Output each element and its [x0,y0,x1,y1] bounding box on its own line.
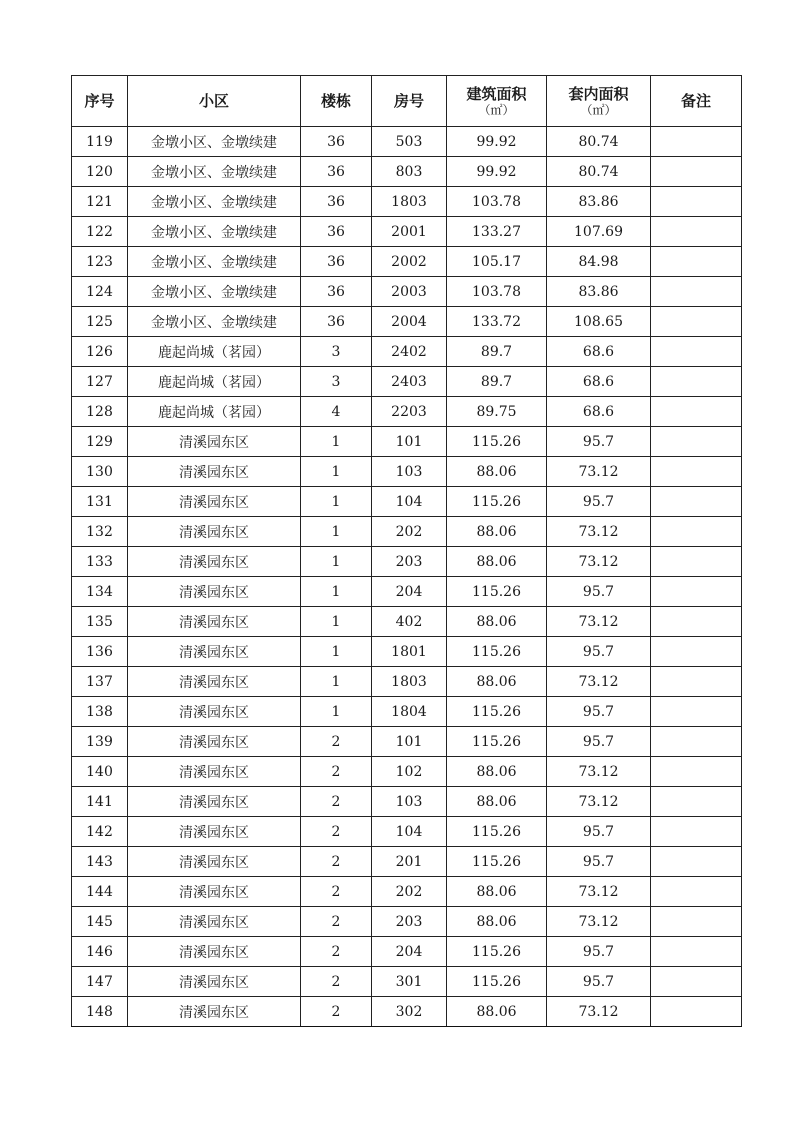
cell-floor-area: 103.78 [447,187,547,217]
cell-floor-area: 88.06 [447,877,547,907]
cell-seq: 121 [72,187,128,217]
cell-building: 36 [301,307,372,337]
cell-seq: 142 [72,817,128,847]
cell-inner-area: 68.6 [547,337,651,367]
cell-building: 2 [301,997,372,1027]
table-row [72,847,742,877]
cell-remark [651,817,742,847]
table-body [72,127,742,1027]
cell-room: 203 [372,547,447,577]
cell-inner-area: 73.12 [547,667,651,697]
cell-building: 2 [301,727,372,757]
table-row [72,727,742,757]
cell-room: 2003 [372,277,447,307]
cell-inner-area: 73.12 [547,787,651,817]
cell-seq: 139 [72,727,128,757]
cell-seq: 131 [72,487,128,517]
cell-building: 2 [301,907,372,937]
cell-inner-area: 80.74 [547,157,651,187]
cell-building: 36 [301,217,372,247]
cell-floor-area: 133.27 [447,217,547,247]
cell-remark [651,727,742,757]
cell-seq: 130 [72,457,128,487]
cell-seq: 138 [72,697,128,727]
cell-room: 803 [372,157,447,187]
cell-room: 503 [372,127,447,157]
cell-seq: 125 [72,307,128,337]
table-row [72,217,742,247]
cell-seq: 145 [72,907,128,937]
header-remark: 备注 [651,76,742,127]
cell-building: 36 [301,277,372,307]
table-row [72,637,742,667]
cell-remark [651,697,742,727]
cell-seq: 128 [72,397,128,427]
cell-remark [651,217,742,247]
cell-inner-area: 108.65 [547,307,651,337]
cell-floor-area: 115.26 [447,817,547,847]
cell-inner-area: 95.7 [547,427,651,457]
cell-community: 金墩小区、金墩续建 [128,217,301,247]
housing-table [71,75,742,1027]
cell-inner-area: 73.12 [547,457,651,487]
cell-remark [651,757,742,787]
cell-floor-area: 89.7 [447,337,547,367]
table-row [72,697,742,727]
cell-seq: 129 [72,427,128,457]
cell-inner-area: 73.12 [547,877,651,907]
header-building: 楼栋 [301,76,372,127]
cell-room: 202 [372,877,447,907]
cell-community: 清溪园东区 [128,697,301,727]
cell-building: 2 [301,787,372,817]
cell-community: 清溪园东区 [128,967,301,997]
cell-community: 金墩小区、金墩续建 [128,187,301,217]
cell-room: 2402 [372,337,447,367]
cell-inner-area: 68.6 [547,367,651,397]
cell-inner-area: 95.7 [547,487,651,517]
header-floor-area-unit: （㎡） [478,103,515,117]
cell-community: 鹿起尚城（茗园） [128,397,301,427]
cell-floor-area: 99.92 [447,157,547,187]
table-row [72,787,742,817]
cell-community: 金墩小区、金墩续建 [128,127,301,157]
cell-remark [651,277,742,307]
cell-building: 2 [301,967,372,997]
cell-community: 清溪园东区 [128,607,301,637]
cell-community: 清溪园东区 [128,577,301,607]
cell-inner-area: 73.12 [547,607,651,637]
table-row [72,817,742,847]
cell-seq: 137 [72,667,128,697]
cell-room: 1803 [372,667,447,697]
cell-remark [651,247,742,277]
cell-remark [651,577,742,607]
cell-room: 2203 [372,397,447,427]
cell-floor-area: 133.72 [447,307,547,337]
cell-community: 清溪园东区 [128,937,301,967]
cell-seq: 147 [72,967,128,997]
cell-remark [651,787,742,817]
cell-room: 104 [372,487,447,517]
cell-community: 清溪园东区 [128,847,301,877]
header-community: 小区 [128,76,301,127]
cell-inner-area: 95.7 [547,847,651,877]
cell-room: 203 [372,907,447,937]
cell-floor-area: 88.06 [447,457,547,487]
cell-inner-area: 73.12 [547,907,651,937]
table-row [72,937,742,967]
cell-floor-area: 115.26 [447,937,547,967]
cell-remark [651,547,742,577]
cell-room: 2002 [372,247,447,277]
cell-building: 1 [301,697,372,727]
cell-room: 103 [372,457,447,487]
cell-room: 101 [372,727,447,757]
cell-remark [651,997,742,1027]
cell-community: 清溪园东区 [128,637,301,667]
cell-remark [651,487,742,517]
cell-building: 36 [301,187,372,217]
cell-building: 2 [301,817,372,847]
table-row [72,397,742,427]
table-row [72,487,742,517]
cell-remark [651,907,742,937]
table-row [72,157,742,187]
cell-room: 302 [372,997,447,1027]
cell-inner-area: 95.7 [547,817,651,847]
cell-floor-area: 88.06 [447,757,547,787]
cell-inner-area: 95.7 [547,697,651,727]
table-row [72,577,742,607]
cell-remark [651,397,742,427]
cell-building: 1 [301,427,372,457]
cell-community: 清溪园东区 [128,727,301,757]
cell-remark [651,337,742,367]
cell-remark [651,937,742,967]
cell-seq: 133 [72,547,128,577]
cell-community: 清溪园东区 [128,877,301,907]
table-row [72,127,742,157]
cell-floor-area: 88.06 [447,607,547,637]
cell-inner-area: 95.7 [547,937,651,967]
cell-floor-area: 99.92 [447,127,547,157]
cell-seq: 122 [72,217,128,247]
cell-community: 清溪园东区 [128,757,301,787]
cell-community: 金墩小区、金墩续建 [128,307,301,337]
table-row [72,877,742,907]
cell-inner-area: 107.69 [547,217,651,247]
cell-floor-area: 88.06 [447,997,547,1027]
table-row [72,337,742,367]
cell-floor-area: 88.06 [447,547,547,577]
cell-remark [651,427,742,457]
cell-floor-area: 115.26 [447,967,547,997]
header-row [72,76,742,127]
cell-building: 2 [301,937,372,967]
cell-room: 102 [372,757,447,787]
cell-room: 201 [372,847,447,877]
cell-community: 清溪园东区 [128,517,301,547]
cell-room: 402 [372,607,447,637]
table-row [72,427,742,457]
table-row [72,307,742,337]
header-floor-area: 建筑面积 （㎡） [447,76,547,127]
cell-building: 2 [301,877,372,907]
cell-remark [651,127,742,157]
cell-remark [651,517,742,547]
cell-seq: 123 [72,247,128,277]
cell-room: 202 [372,517,447,547]
cell-inner-area: 73.12 [547,757,651,787]
table-row [72,757,742,787]
cell-seq: 127 [72,367,128,397]
cell-inner-area: 84.98 [547,247,651,277]
cell-seq: 144 [72,877,128,907]
table-row [72,607,742,637]
cell-room: 1801 [372,637,447,667]
table-row [72,967,742,997]
cell-community: 清溪园东区 [128,997,301,1027]
header-seq: 序号 [72,76,128,127]
cell-seq: 140 [72,757,128,787]
header-inner-area: 套内面积 （㎡） [547,76,651,127]
cell-building: 2 [301,847,372,877]
cell-floor-area: 88.06 [447,907,547,937]
table-row [72,247,742,277]
cell-inner-area: 95.7 [547,967,651,997]
cell-building: 1 [301,667,372,697]
cell-building: 36 [301,247,372,277]
cell-building: 1 [301,637,372,667]
table-row [72,907,742,937]
cell-seq: 136 [72,637,128,667]
cell-remark [651,607,742,637]
cell-community: 清溪园东区 [128,427,301,457]
cell-building: 36 [301,157,372,187]
cell-room: 104 [372,817,447,847]
cell-floor-area: 89.7 [447,367,547,397]
cell-inner-area: 73.12 [547,997,651,1027]
cell-community: 清溪园东区 [128,457,301,487]
cell-seq: 134 [72,577,128,607]
cell-community: 清溪园东区 [128,667,301,697]
cell-community: 鹿起尚城（茗园） [128,367,301,397]
cell-remark [651,847,742,877]
table-row [72,367,742,397]
header-inner-area-unit: （㎡） [580,103,617,117]
cell-community: 金墩小区、金墩续建 [128,247,301,277]
cell-building: 3 [301,367,372,397]
table-row [72,997,742,1027]
cell-remark [651,877,742,907]
table-row [72,277,742,307]
cell-inner-area: 73.12 [547,517,651,547]
cell-room: 1804 [372,697,447,727]
cell-room: 1803 [372,187,447,217]
cell-floor-area: 115.26 [447,487,547,517]
cell-seq: 120 [72,157,128,187]
cell-inner-area: 73.12 [547,547,651,577]
cell-floor-area: 115.26 [447,427,547,457]
cell-seq: 132 [72,517,128,547]
cell-building: 36 [301,127,372,157]
cell-seq: 143 [72,847,128,877]
table-row [72,187,742,217]
cell-floor-area: 115.26 [447,697,547,727]
cell-room: 204 [372,577,447,607]
cell-community: 清溪园东区 [128,787,301,817]
cell-seq: 148 [72,997,128,1027]
cell-floor-area: 103.78 [447,277,547,307]
cell-building: 3 [301,337,372,367]
cell-floor-area: 89.75 [447,397,547,427]
cell-building: 1 [301,577,372,607]
cell-community: 清溪园东区 [128,817,301,847]
cell-remark [651,637,742,667]
cell-community: 金墩小区、金墩续建 [128,277,301,307]
cell-building: 1 [301,457,372,487]
cell-room: 2403 [372,367,447,397]
cell-floor-area: 105.17 [447,247,547,277]
cell-inner-area: 68.6 [547,397,651,427]
cell-remark [651,367,742,397]
cell-seq: 119 [72,127,128,157]
header-room: 房号 [372,76,447,127]
cell-remark [651,457,742,487]
cell-inner-area: 95.7 [547,577,651,607]
cell-floor-area: 88.06 [447,787,547,817]
cell-remark [651,667,742,697]
cell-inner-area: 95.7 [547,727,651,757]
cell-building: 1 [301,517,372,547]
cell-inner-area: 83.86 [547,277,651,307]
cell-remark [651,307,742,337]
cell-community: 鹿起尚城（茗园） [128,337,301,367]
cell-seq: 146 [72,937,128,967]
cell-room: 301 [372,967,447,997]
cell-floor-area: 115.26 [447,847,547,877]
cell-building: 1 [301,547,372,577]
table-row [72,667,742,697]
cell-inner-area: 80.74 [547,127,651,157]
cell-floor-area: 88.06 [447,517,547,547]
cell-community: 清溪园东区 [128,907,301,937]
table-row [72,547,742,577]
cell-building: 1 [301,607,372,637]
cell-room: 101 [372,427,447,457]
cell-room: 103 [372,787,447,817]
cell-building: 4 [301,397,372,427]
cell-floor-area: 88.06 [447,667,547,697]
cell-remark [651,967,742,997]
cell-remark [651,187,742,217]
cell-building: 1 [301,487,372,517]
cell-seq: 126 [72,337,128,367]
table-row [72,517,742,547]
cell-community: 金墩小区、金墩续建 [128,157,301,187]
cell-floor-area: 115.26 [447,727,547,757]
cell-room: 204 [372,937,447,967]
cell-floor-area: 115.26 [447,577,547,607]
cell-building: 2 [301,757,372,787]
cell-seq: 135 [72,607,128,637]
cell-room: 2001 [372,217,447,247]
cell-seq: 141 [72,787,128,817]
cell-seq: 124 [72,277,128,307]
cell-community: 清溪园东区 [128,547,301,577]
cell-inner-area: 95.7 [547,637,651,667]
cell-floor-area: 115.26 [447,637,547,667]
cell-community: 清溪园东区 [128,487,301,517]
cell-inner-area: 83.86 [547,187,651,217]
table-row [72,457,742,487]
cell-room: 2004 [372,307,447,337]
cell-remark [651,157,742,187]
